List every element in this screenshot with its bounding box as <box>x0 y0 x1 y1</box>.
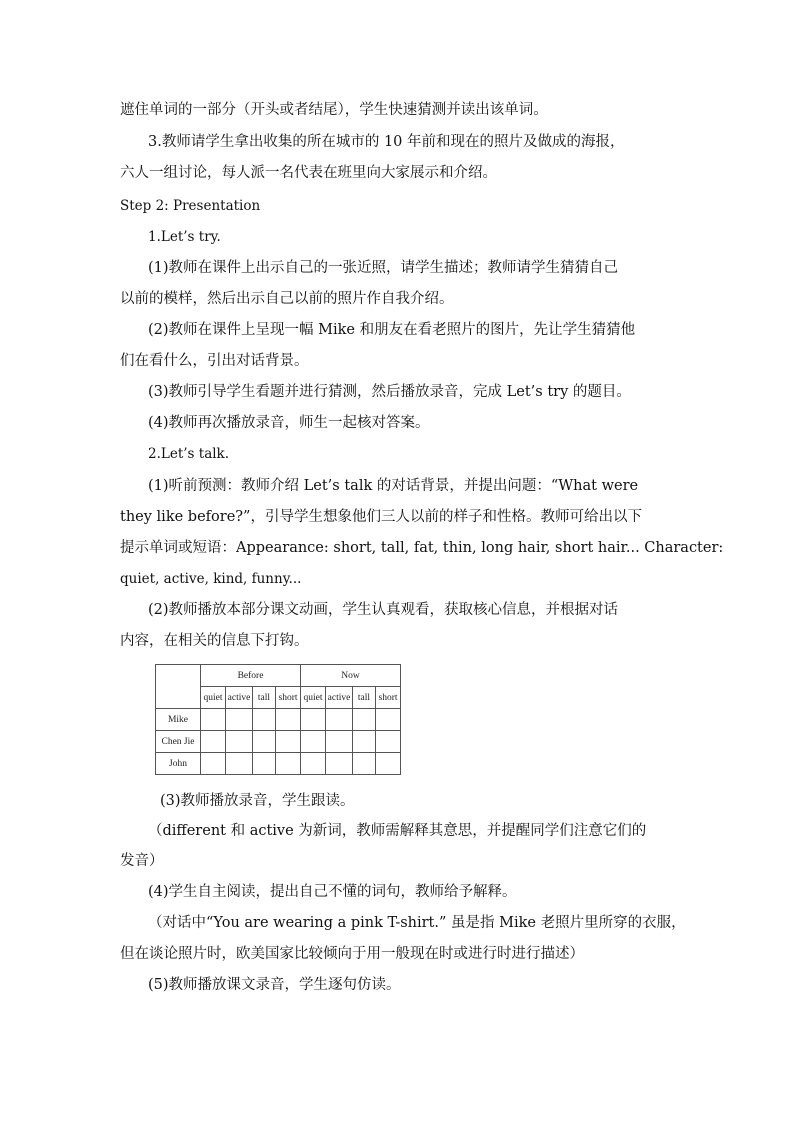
paragraph-line: (2)教师在课件上呈现一幅 Mike 和朋友在看老照片的图片，先让学生猜猜他 <box>148 322 636 338</box>
column-header: tall <box>353 687 376 709</box>
paragraph-line: 六人一组讨论，每人派一名代表在班里向大家展示和介绍。 <box>120 165 497 181</box>
check-cell[interactable] <box>353 753 376 775</box>
checklist-table <box>155 664 401 775</box>
paragraph-line: （对话中“You are wearing a pink T-shirt.” 虽是指 Mike 老照片里所穿的衣服， <box>148 915 686 931</box>
paragraph-line: (1)教师在课件上出示自己的一张近照，请学生描述；教师请学生猜猜自己 <box>148 260 619 276</box>
paragraph-line: (3)教师播放录音，学生跟读。 <box>160 793 355 809</box>
paragraph-line: 们在看什么，引出对话背景。 <box>120 353 309 369</box>
paragraph-line: (2)教师播放本部分课文动画，学生认真观看，获取核心信息，并根据对话 <box>148 602 619 618</box>
subsection-heading: 1.Let’s try. <box>148 229 221 245</box>
paragraph-line: 遮住单词的一部分（开头或者结尾），学生快速猜测并读出该单词。 <box>120 102 548 118</box>
check-cell[interactable] <box>226 709 253 731</box>
check-cell[interactable] <box>326 731 353 753</box>
paragraph-line: 但在谈论照片时，欧美国家比较倾向于用一般现在时或进行时进行描述） <box>120 946 584 962</box>
table-row <box>156 709 401 731</box>
check-cell[interactable] <box>276 731 301 753</box>
check-cell[interactable] <box>376 709 401 731</box>
column-header: quiet <box>201 687 226 709</box>
check-cell[interactable] <box>301 753 326 775</box>
check-cell[interactable] <box>353 731 376 753</box>
paragraph-line: (5)教师播放课文录音，学生逐句仿读。 <box>148 977 401 993</box>
paragraph-line: (3)教师引导学生看题并进行猜测，然后播放录音，完成 Let’s try 的题目。 <box>148 384 631 400</box>
column-header: tall <box>253 687 276 709</box>
section-heading: Step 2: Presentation <box>120 198 261 214</box>
check-cell[interactable] <box>353 709 376 731</box>
paragraph-line: 提示单词或短语：Appearance: short, tall, fat, thin, long hair, short hair... Character: <box>120 540 724 556</box>
paragraph-line: (1)听前预测：教师介绍 Let’s talk 的对话背景，并提出问题：“What were <box>148 478 639 494</box>
column-header: quiet <box>301 687 326 709</box>
paragraph-line: 发音） <box>120 853 164 869</box>
check-cell[interactable] <box>376 753 401 775</box>
check-cell[interactable] <box>326 709 353 731</box>
check-cell[interactable] <box>253 731 276 753</box>
column-header: active <box>226 687 253 709</box>
check-cell[interactable] <box>226 753 253 775</box>
paragraph-line: (4)教师再次播放录音，师生一起核对答案。 <box>148 415 430 431</box>
paragraph-line: 内容，在相关的信息下打钩。 <box>120 633 309 649</box>
subsection-heading: 2.Let’s talk. <box>148 446 230 462</box>
row-label: John <box>156 753 201 775</box>
check-cell[interactable] <box>301 709 326 731</box>
paragraph-line: they like before?”，引导学生想象他们三人以前的样子和性格。教师可给出以下 <box>120 509 642 525</box>
check-cell[interactable] <box>326 753 353 775</box>
paragraph-line: 3.教师请学生拿出收集的所在城市的 10 年前和现在的照片及做成的海报， <box>148 134 625 150</box>
check-cell[interactable] <box>201 709 226 731</box>
row-label: Chen Jie <box>156 731 201 753</box>
paragraph-line: (4)学生自主阅读，提出自己不懂的词句，教师给予解释。 <box>148 884 517 900</box>
row-label: Mike <box>156 709 201 731</box>
paragraph-line: quiet, active, kind, funny... <box>120 571 302 587</box>
check-cell[interactable] <box>226 731 253 753</box>
check-cell[interactable] <box>301 731 326 753</box>
check-cell[interactable] <box>376 731 401 753</box>
column-header: short <box>276 687 301 709</box>
table-row <box>156 731 401 753</box>
check-cell[interactable] <box>253 753 276 775</box>
group-header-before: Before <box>201 665 301 687</box>
check-cell[interactable] <box>201 753 226 775</box>
table-corner-cell <box>156 665 201 709</box>
check-cell[interactable] <box>253 709 276 731</box>
column-header: active <box>326 687 353 709</box>
paragraph-line: 以前的模样，然后出示自己以前的照片作自我介绍。 <box>120 291 454 307</box>
check-cell[interactable] <box>276 709 301 731</box>
column-header: short <box>376 687 401 709</box>
group-header-now: Now <box>301 665 401 687</box>
check-cell[interactable] <box>276 753 301 775</box>
check-cell[interactable] <box>201 731 226 753</box>
paragraph-line: （different 和 active 为新词，教师需解释其意思，并提醒同学们注意它们的 <box>148 823 647 839</box>
table-row <box>156 753 401 775</box>
